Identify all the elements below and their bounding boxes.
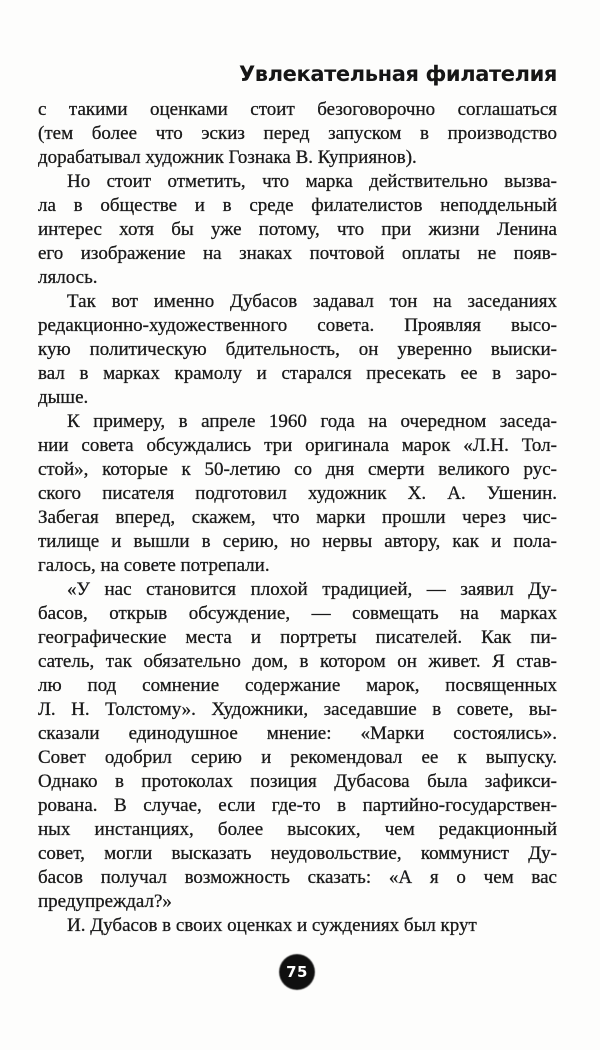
text-line: Л. Н. Толстому». Художники, заседавшие в совете, вы- [38,699,557,720]
page-number: 75 [286,963,308,981]
page-number-badge [280,955,314,989]
text-line: И. Дубасов в своих оценках и суждениях был крут [67,915,477,936]
text-line: географические места и портреты писателей. Как пи- [38,627,557,648]
text-line: Но стоит отметить, что марка действительно вызва- [67,171,557,192]
paragraph [38,98,557,170]
text-line: вал в марках крамолу и старался пресекать ее в заро- [38,363,557,384]
text-line: ных инстанциях, более высоких, чем редакционный [38,819,557,840]
text-line: тилище и вышли в серию, но нервы автору, как и пола- [38,531,557,552]
running-header: Увлекательная филателия [239,62,557,86]
text-line: дыше. [38,387,89,408]
text-line: галось, на совете потрепали. [38,555,270,576]
text-line: сатель, так обязательно дом, в котором он живет. Я став- [38,651,557,672]
text-line: его изображение на знаках почтовой оплаты не появ- [38,243,557,264]
text-line: ского писателя подготовил художник Х. А. Ушенин. [38,483,557,504]
paragraph [38,914,557,938]
text-line: стой», которые к 50-летию со дня смерти великого рус- [38,459,557,480]
text-line: басов, открыв обсуждение, — совмещать на марках [38,603,557,624]
text-line: Совет одобрил серию и рекомендовал ее к выпуску. [38,747,557,768]
paragraph [38,578,557,914]
text-line: нии совета обсуждались три оригинала марок «Л.Н. Тол- [38,435,557,456]
text-line: дорабатывал художник Гознака В. Куприянов). [38,147,417,168]
text-line: Однако в протоколах позиция Дубасова была зафикси- [38,771,557,792]
text-line: ла в обществе и в среде филателистов неподдельный [38,195,557,216]
paragraph [38,410,557,578]
body-text [38,98,557,938]
text-line: совет, могли высказать неудовольствие, коммунист Ду- [38,843,557,864]
text-line: К примеру, в апреле 1960 года на очередном заседа- [67,411,557,432]
text-line: Забегая вперед, скажем, что марки прошли через чис- [38,507,557,528]
text-line: интерес хотя бы уже потому, что при жизни Ленина [38,219,557,240]
text-line: сказали единодушное мнение: «Марки состоялись». [38,723,557,744]
text-line: редакционно-художественного совета. Проявляя высо- [38,315,557,336]
text-line: рована. В случае, если где-то в партийно-государствен- [38,795,557,816]
text-line: Так вот именно Дубасов задавал тон на заседаниях [67,291,557,312]
text-line: (тем более что эскиз перед запуском в производство [38,123,557,144]
paragraph [38,170,557,290]
text-line: «У нас становится плохой традицией, — заявил Ду- [67,579,557,600]
text-line: кую политическую бдительность, он уверенно выиски- [38,339,557,360]
text-line: предупреждал?» [38,891,172,912]
text-line: басов получал возможность сказать: «А я о чем вас [38,867,557,888]
paragraph [38,290,557,410]
text-line: с такими оценками стоит безоговорочно соглашаться [38,99,557,120]
text-line: лю под сомнение содержание марок, посвященных [38,675,557,696]
text-line: лялось. [38,267,98,288]
